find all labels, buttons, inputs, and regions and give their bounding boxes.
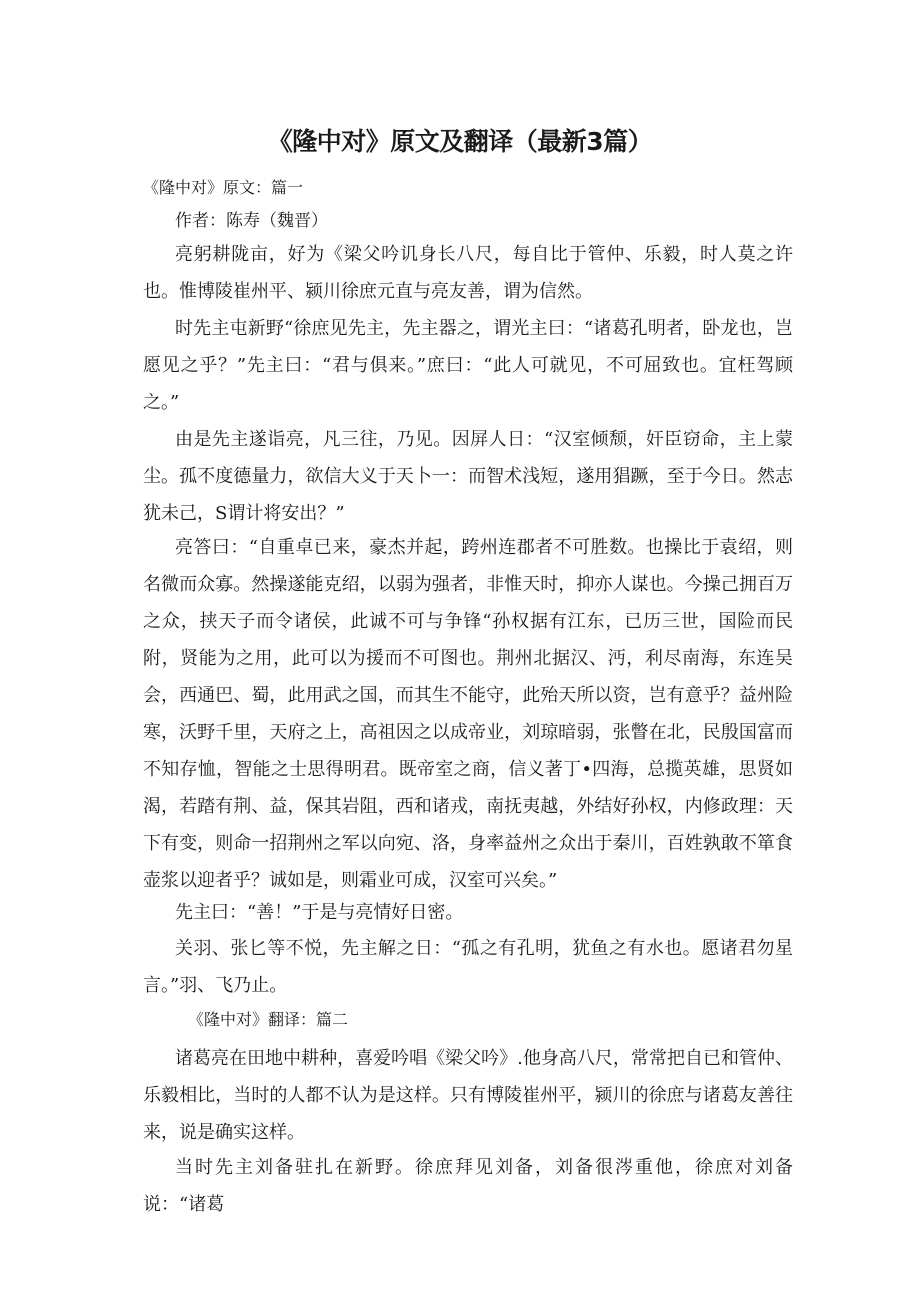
translation-paragraph: 当时先主刘备驻扎在新野。徐庶拜见刘备，刘备很涔重他，徐庶对刘备说：“诸葛 bbox=[143, 1157, 793, 1215]
original-paragraph: 亮答曰：“自重卓已来，豪杰并起，跨州连郡者不可胜数。也操比于袁绍，则名微而众寡。然操遂能克绍，以弱为强者，非惟天时，抑亦人谋也。今操己拥百万之众，挟天子而令诸侯，此诚不可与争锋“孙权据有江东，已历三世，国险而民附，贤能为之用，此可以为援而不可图也。荆州北据汉、沔，利尽南海，东连吴会，西通巴、蜀，此用武之国，而其生不能守，此殆天所以资，岂有意乎？益州险寒，沃野千里，天府之上，高祖因之以成帝业，刘琼暗弱，张瞥在北，民殷国富而不知存恤，智能之士思得明君。既帝室之商，信义著丁•四海，总揽英雄，思贤如渴，若踏有荆、益，保其岩阻，西和诸戎，南抚夷越，外结好孙权，内修政理：天下有变，则命一招荆州之军以向宛、洛，身率益州之众出于秦川，百姓孰敢不箪食壶浆以迎者乎？诚如是，则霜业可成，汉室可兴矣。” bbox=[143, 537, 793, 891]
original-paragraph: 由是先主遂诣亮，凡三往，乃见。因屏人日：“汉室倾颓，奸臣窃命，主上蒙尘。孤不度德量力，欲信大义于天卜一：而智术浅短，遂用猖蹶，至于今日。然志犹未己，S谓计将安出？” bbox=[143, 429, 793, 524]
original-paragraph: 时先主屯新野“徐庶见先主，先主器之，谓光主曰：“诸葛孔明者，卧龙也，岂愿见之乎？”先主曰：“君与俱来。”庶曰：“此人可就见，不可屈致也。宜枉驾顾之。” bbox=[143, 318, 793, 413]
section-heading-translation: 《隆中对》翻译：篇二 bbox=[188, 1010, 349, 1029]
translation-paragraph: 诸葛亮在田地中耕种，喜爱吟唱《梁父吟》.他身高八尺，常常把自已和管仲、乐毅相比，当时的人都不认为是这样。只有博陵崔州平，颍川的徐庶与诸葛友善往来，说是确实这样。 bbox=[143, 1048, 793, 1143]
original-paragraph: 关羽、张匕等不悦，先主解之日：“孤之有孔明，犹鱼之有水也。愿诸君勿星言。”羽、飞乃止。 bbox=[143, 938, 793, 996]
original-paragraph: 亮躬耕陇亩，好为《梁父吟讥身长八尺，每自比于管仲、乐毅，时人莫之许也。惟博陵崔州平、颍川徐庶元直与亮友善，谓为信然。 bbox=[143, 244, 793, 302]
original-paragraph: 先主曰：“善！”于是与亮情好日密。 bbox=[175, 902, 464, 923]
section-heading-original: 《隆中对》原文：篇一 bbox=[143, 178, 304, 197]
page-title: 《隆中对》原文及翻译（最新3篇） bbox=[267, 127, 653, 156]
author-line: 作者：陈寿（魏晋） bbox=[175, 211, 328, 231]
